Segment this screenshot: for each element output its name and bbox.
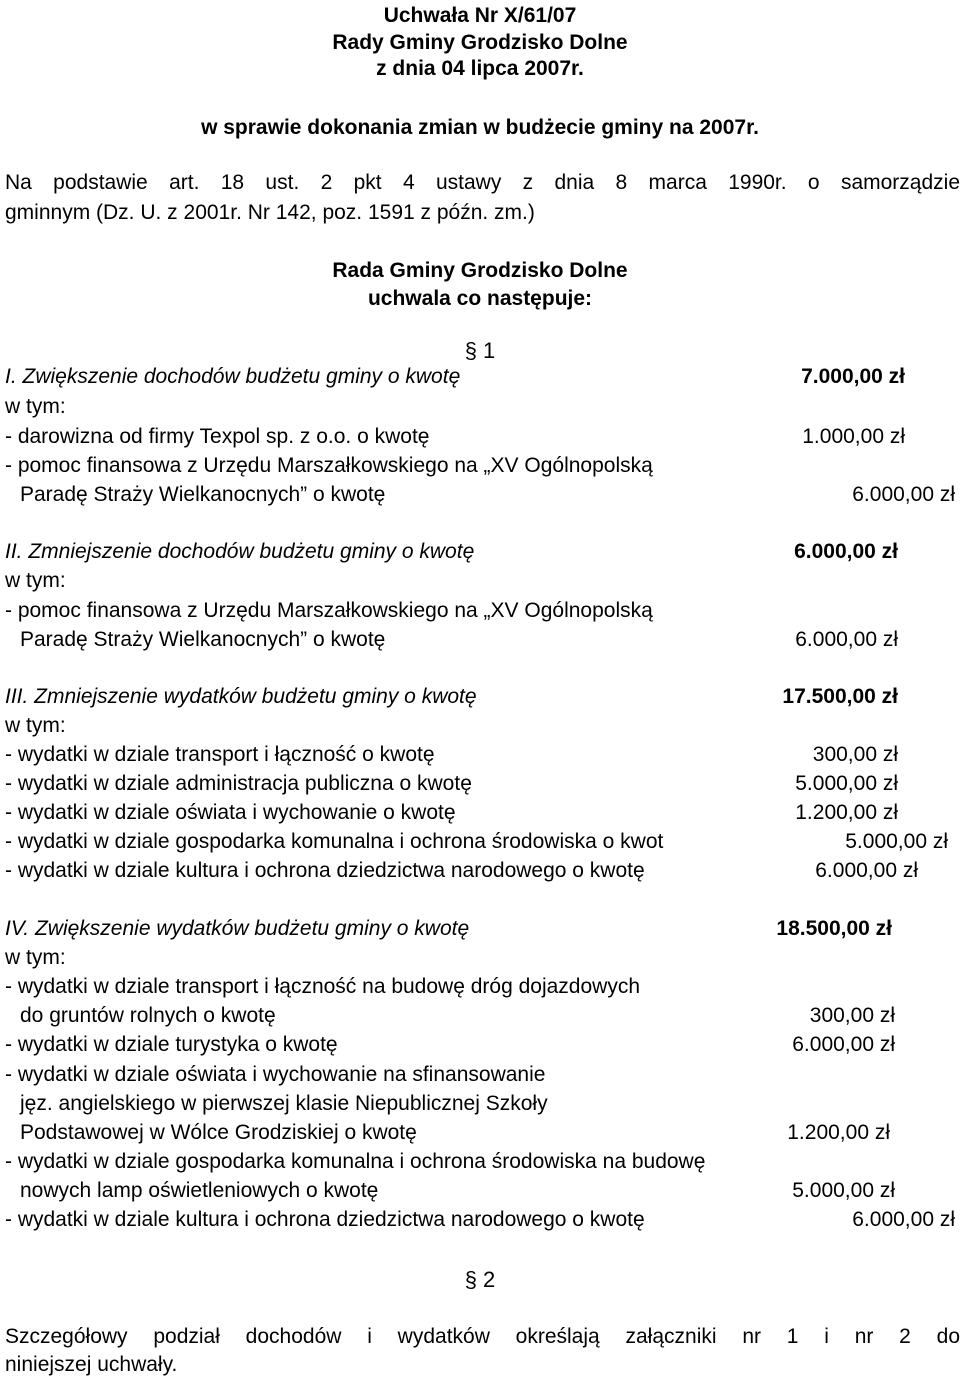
- council-name: Rada Gminy Grodzisko Dolne: [332, 259, 628, 282]
- section-1-wtym: w tym:: [5, 395, 66, 418]
- section-4-item: - wydatki w dziale kultura i ochrona dziedzictwa narodowego o kwotę: [5, 1208, 645, 1231]
- section-4-item: - wydatki w dziale oświata i wychowanie na sfinansowanie: [5, 1063, 546, 1086]
- paragraph-2-text-line2: niniejszej uchwały.: [5, 1353, 178, 1376]
- section-1-title: I. Zwiększenie dochodów budżetu gminy o kwotę: [5, 365, 461, 388]
- section-4-wtym: w tym:: [5, 946, 66, 969]
- section-4-item-cont: jęz. angielskiego w pierwszej klasie Niepublicznej Szkoły: [20, 1092, 548, 1115]
- section-2-item-amount: 6.000,00 zł: [795, 628, 898, 651]
- section-1-item: - pomoc finansowa z Urzędu Marszałkowskiego na „XV Ogólnopolską: [5, 454, 653, 477]
- section-3-item: - wydatki w dziale gospodarka komunalna i ochrona środowiska o kwot: [5, 830, 664, 853]
- section-4-item-cont: do gruntów rolnych o kwotę: [20, 1004, 276, 1027]
- section-3-item: - wydatki w dziale transport i łączność o kwotę: [5, 743, 435, 766]
- paragraph-2-label: § 2: [464, 1267, 496, 1292]
- section-3-wtym: w tym:: [5, 714, 66, 737]
- section-1-item-amount: 6.000,00 zł: [852, 483, 955, 506]
- section-4-item-amount: 6.000,00 zł: [852, 1208, 955, 1231]
- section-3-total: 17.500,00 zł: [782, 685, 898, 708]
- resolves-heading: uchwala co następuje:: [367, 287, 593, 310]
- section-4-title: IV. Zwiększenie wydatków budżetu gminy o kwotę: [5, 917, 470, 940]
- section-3-item-amount: 6.000,00 zł: [815, 859, 918, 882]
- section-4-item-cont: Podstawowej w Wólce Grodziskiej o kwotę: [20, 1121, 417, 1144]
- section-3-item-amount: 1.200,00 zł: [795, 801, 898, 824]
- section-1-item-amount: 1.000,00 zł: [802, 425, 905, 448]
- section-4-total: 18.500,00 zł: [776, 917, 892, 940]
- section-4-item-amount: 1.200,00 zł: [787, 1121, 890, 1144]
- section-2-title: II. Zmniejszenie dochodów budżetu gminy o kwotę: [5, 540, 475, 563]
- section-1-total: 7.000,00 zł: [801, 365, 905, 388]
- section-3-item: - wydatki w dziale kultura i ochrona dziedzictwa narodowego o kwotę: [5, 859, 645, 882]
- issuer: Rady Gminy Grodzisko Dolne: [332, 31, 628, 54]
- section-2-wtym: w tym:: [5, 569, 66, 592]
- section-4-item-amount: 6.000,00 zł: [792, 1033, 895, 1056]
- section-1-item-cont: Paradę Straży Wielkanocnych” o kwotę: [20, 483, 386, 506]
- section-4-item-amount: 5.000,00 zł: [792, 1179, 895, 1202]
- legal-basis-line1: Na podstawie art. 18 ust. 2 pkt 4 ustawy z dnia 8 marca 1990r. o samorządzie: [5, 171, 960, 194]
- section-4-item: - wydatki w dziale gospodarka komunalna i ochrona środowiska na budowę: [5, 1150, 706, 1173]
- section-2-item: - pomoc finansowa z Urzędu Marszałkowskiego na „XV Ogólnopolską: [5, 599, 653, 622]
- paragraph-2-text-line1: Szczegółowy podział dochodów i wydatków określają załączniki nr 1 i nr 2 do: [5, 1325, 960, 1348]
- section-2-total: 6.000,00 zł: [794, 540, 898, 563]
- section-4-item-amount: 300,00 zł: [809, 1004, 895, 1027]
- section-2-item-cont: Paradę Straży Wielkanocnych” o kwotę: [20, 628, 386, 651]
- resolution-subject: w sprawie dokonania zmian w budżecie gminy na 2007r.: [201, 116, 759, 139]
- section-4-item: - wydatki w dziale turystyka o kwotę: [5, 1033, 338, 1056]
- section-3-item-amount: 5.000,00 zł: [795, 772, 898, 795]
- paragraph-1-label: § 1: [464, 338, 496, 363]
- section-3-item: - wydatki w dziale administracja publiczna o kwotę: [5, 772, 472, 795]
- section-4-item-cont: nowych lamp oświetleniowych o kwotę: [20, 1179, 379, 1202]
- resolution-date: z dnia 04 lipca 2007r.: [376, 57, 584, 80]
- section-3-item: - wydatki w dziale oświata i wychowanie o kwotę: [5, 801, 456, 824]
- section-1-item: - darowizna od firmy Texpol sp. z o.o. o kwotę: [5, 425, 430, 448]
- legal-basis-line2: gminnym (Dz. U. z 2001r. Nr 142, poz. 1591 z późn. zm.): [5, 201, 535, 224]
- resolution-title: Uchwała Nr X/61/07: [383, 4, 577, 27]
- section-3-title: III. Zmniejszenie wydatków budżetu gminy o kwotę: [5, 685, 477, 708]
- section-3-item-amount: 5.000,00 zł: [845, 830, 948, 853]
- section-3-item-amount: 300,00 zł: [812, 743, 898, 766]
- section-4-item: - wydatki w dziale transport i łączność na budowę dróg dojazdowych: [5, 975, 640, 998]
